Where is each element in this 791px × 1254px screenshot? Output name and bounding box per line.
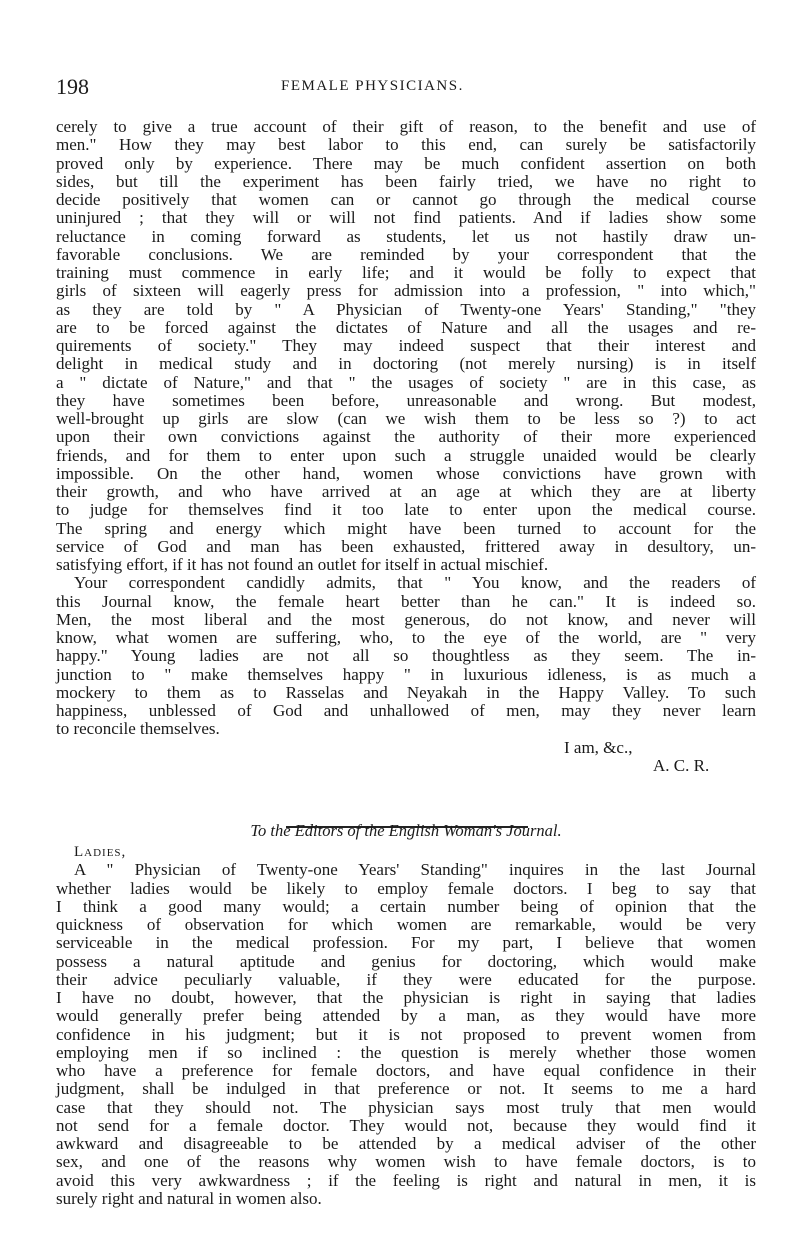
letter-signature: A. C. R.	[653, 755, 710, 775]
text-line: A " Physician of Twenty-one Years' Standing" inquires in the last Journal	[74, 860, 756, 880]
text-line: reluctance in coming forward as students, let us not hastily draw un-	[56, 226, 756, 246]
text-line: proved only by experience. There may be much confident assertion on both	[56, 153, 756, 173]
text-line: serviceable in the medical profession. For my part, I believe that women	[56, 933, 756, 953]
text-line: confidence in his judgment; but it is not proposed to prevent women from	[56, 1024, 756, 1044]
text-line: case that they should not. The physician says most truly that men would	[56, 1097, 756, 1117]
text-line: mockery to them as to Rasselas and Neyakah in the Happy Valley. To such	[56, 682, 756, 702]
text-line: sex, and one of the reasons why women wish to have female doctors, is to	[56, 1152, 756, 1172]
text-line: satisfying effort, if it has not found an outlet for itself in actual mischief.	[56, 555, 549, 574]
page-header	[56, 74, 756, 104]
text-line: are to be forced against the dictates of Nature and all the usages and re-	[56, 317, 756, 337]
text-line: quirements of society." They may indeed suspect that their interest and	[56, 336, 756, 355]
text-line: uninjured ; that they will or will not find patients. And if ladies show some	[56, 208, 756, 228]
text-line: possess a natural aptitude and genius for doctoring, which would make	[56, 951, 756, 971]
salutation: Ladies,	[74, 844, 127, 860]
text-line: upon their own convictions against the authority of their more experienced	[56, 427, 756, 447]
text-line: employing men if so inclined : the question is merely whether those women	[56, 1042, 756, 1062]
text-line: as they are told by " A Physician of Twenty-one Years' Standing," "they	[56, 299, 756, 319]
text-line: men." How they may best labor to this end, can surely be satisfactorily	[56, 135, 756, 155]
text-line: their advice peculiarly valuable, if they were educated for the purpose.	[56, 969, 756, 989]
letter-closing: I am, &c.,	[564, 737, 633, 757]
text-line: Your correspondent candidly admits, that " You know, and the readers of	[74, 573, 756, 593]
running-title: FEMALE PHYSICIANS.	[281, 78, 464, 94]
text-line: to judge for themselves find it too late to enter upon the medical course.	[56, 500, 756, 520]
text-line: happiness, unblessed of God and unhallowed of men, may they never learn	[56, 701, 756, 720]
text-line: their growth, and who have arrived at an age at which they are at liberty	[56, 482, 756, 501]
text-line: judgment, shall be indulged in that preference or not. It seems to me a hard	[56, 1079, 756, 1099]
text-line: whether ladies would be likely to employ female doctors. I beg to say that	[56, 878, 756, 898]
text-line: quickness of observation for which women are remarkable, would be very	[56, 915, 756, 934]
text-line: Men, the most liberal and the most generous, do not know, and never will	[56, 609, 756, 629]
article-continuation	[56, 118, 756, 775]
page-number: 198	[56, 74, 89, 99]
text-line: delight in medical study and in doctoring (not merely nursing) is in itself	[56, 354, 756, 374]
text-line: this Journal know, the female heart better than he can." It is indeed so.	[56, 591, 756, 611]
text-line: The spring and energy which might have been turned to account for the	[56, 518, 756, 538]
text-line: to reconcile themselves.	[56, 719, 220, 739]
text-line: well-brought up girls are slow (can we wish them to be less so ?) to act	[56, 409, 756, 428]
text-line: not send for a female doctor. They would not, because they would find it	[56, 1115, 756, 1135]
text-line: surely right and natural in women also.	[56, 1188, 322, 1208]
text-line: training must commence in early life; and it would be folly to expect that	[56, 263, 756, 282]
text-line: awkward and disagreeable to be attended by a medical adviser of the other	[56, 1134, 756, 1153]
text-line: I have no doubt, however, that the physician is right in saying that ladies	[56, 988, 756, 1007]
text-line: they have sometimes been before, unreasonable and wrong. But modest,	[56, 390, 756, 410]
text-line: I think a good many would; a certain number being of opinion that the	[56, 896, 756, 916]
text-line: service of God and man has been exhausted, frittered away in desultory, un-	[56, 536, 756, 556]
text-line: friends, and for them to enter upon such a struggle unaided would be clearly	[56, 445, 756, 465]
text-line: cerely to give a true account of their gift of reason, to the benefit and use of	[56, 117, 756, 136]
text-line: would generally prefer being attended by a man, as they would have more	[56, 1006, 756, 1026]
text-line: impossible. On the other hand, women whose convictions have grown with	[56, 463, 756, 483]
letter-heading: To the Editors of the English Woman's Journal.	[250, 821, 562, 840]
text-line: who have a preference for female doctors, and have equal confidence in their	[56, 1061, 756, 1080]
text-line: decide positively that women can or cannot go through the medical course	[56, 190, 756, 209]
text-line: a " dictate of Nature," and that " the usages of society " are in this case, as	[56, 372, 756, 392]
letter-to-editors	[56, 843, 756, 1208]
text-line: favorable conclusions. We are reminded by your correspondent that the	[56, 244, 756, 264]
text-line: sides, but till the experiment has been fairly tried, we have no right to	[56, 171, 756, 191]
text-line: junction to " make themselves happy " in luxurious idleness, is as much a	[56, 664, 756, 684]
text-line: know, what women are suffering, who, to the eye of the world, are " very	[56, 628, 756, 647]
text-line: avoid this very awkwardness ; if the feeling is right and natural in men, it is	[56, 1170, 756, 1190]
text-line: girls of sixteen will eagerly press for admission into a profession, " into which,"	[56, 281, 756, 301]
text-line: happy." Young ladies are not all so thoughtless as they seem. The in-	[56, 646, 756, 666]
